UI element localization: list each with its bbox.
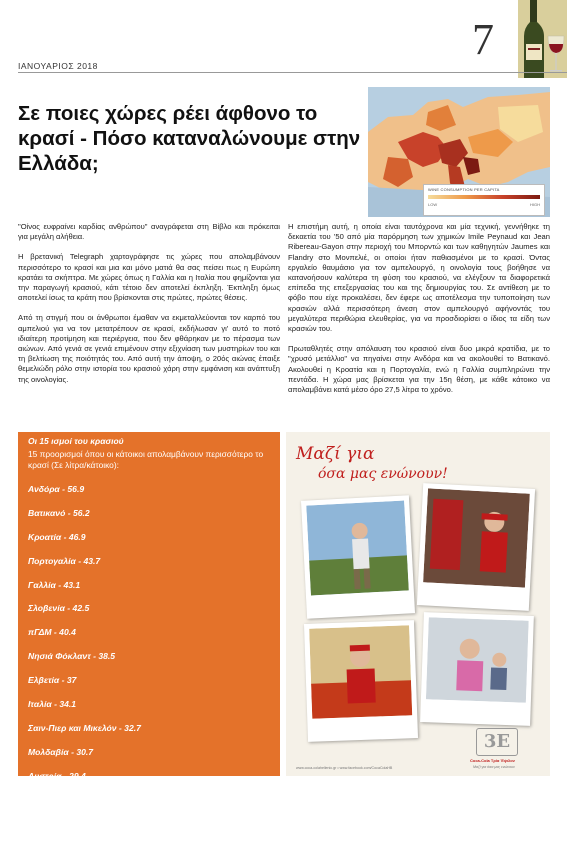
page-number: 7 bbox=[472, 15, 494, 64]
ranking-item: Μολδαβία - 30.7 bbox=[28, 746, 94, 757]
ranking-item: Ελβετία - 37 bbox=[28, 675, 77, 686]
header-rule bbox=[18, 72, 567, 73]
ranking-list bbox=[28, 484, 141, 842]
ad-photo-worker bbox=[417, 483, 535, 611]
article-paragraph: Πρωταθλητές στην απόλαυση του κρασιού είναι δυο μικρά κρατίδια, με το "χρυσό μετάλλιο" να πηγαίνει στην Ανδόρα και να ακολουθεί το Βατικανό. Ακολουθεί η Κροατία και η Πορτογαλία, ενώ η Γαλλία συμπληρώνει την πεντάδα. Η χώρα μας βρίσκεται για την 15η θέση, με κάθε κάτοικο να απολαμβάνει κατά μέσο όρο 27,5 λίτρα το χρόνο. bbox=[288, 344, 550, 395]
ranking-item: Νησιά Φόκλαντ - 38.5 bbox=[28, 651, 116, 662]
ad-headline-line1: Μαζί για bbox=[296, 444, 375, 464]
article-paragraph: "Οίνος ευφραίνει καρδίας ανθρώπου" αναγράφεται στη Βίβλο και πρόκειται για μεγάλη αλήθεια. bbox=[18, 222, 280, 242]
article-headline: Σε ποιες χώρες ρέει άφθονο το κρασί - Πόσο καταναλώνουμε στην Ελλάδα; bbox=[18, 102, 361, 175]
map-legend bbox=[423, 184, 545, 216]
legend-color-scale bbox=[428, 195, 540, 199]
ad-photo-farmer bbox=[301, 495, 415, 618]
ranking-intro: 15 προορισμοί όπου οι κάτοικοι απολαμβάνουν περισσότερο το κρασί (Σε λίτρα/κάτοικο): bbox=[28, 449, 264, 470]
ad-tagline: Μαζί για όσα μας ενώνουν bbox=[473, 765, 515, 769]
coca-cola-advertisement bbox=[286, 432, 550, 776]
article-column-right bbox=[288, 222, 550, 405]
legend-title: WINE CONSUMPTION PER CAPITA bbox=[428, 187, 500, 192]
ranking-item: Σλοβενία - 42.5 bbox=[28, 603, 90, 614]
ranking-item: Ελλάδα - 27.5 bbox=[28, 818, 84, 829]
ranking-item: Ιταλία - 34.1 bbox=[28, 699, 77, 710]
ad-footer-links: www.coca-colahellenic.gr • www.facebook.com/CocaColaHB bbox=[296, 766, 393, 770]
ranking-item: Κροατία - 46.9 bbox=[28, 531, 86, 542]
3e-logo: 3E bbox=[476, 728, 518, 756]
ranking-item: Ουρουγουάη - 28.1 bbox=[28, 794, 106, 805]
ranking-item: Σαιν-Πιερ και Μικελόν - 32.7 bbox=[28, 722, 141, 733]
ranking-item: Ανδόρα - 56.9 bbox=[28, 484, 85, 494]
ad-photo-student bbox=[420, 612, 534, 726]
article-paragraph: Η επιστήμη αυτή, η οποία είναι ταυτόχρονα και μία τεχνική, γεννήθηκε τη δεκαετία του '50 από μία παρόρμηση των χημικών Imile Peynaud και Jean Ribereau-Gayon στην περιοχή του Μπορντώ και των καθηγητών Jaumes και Flandry στο Μονπελιέ, οι οποίοι ήταν παθιασμένοι με το κρασί. Όντας εργαλείο θαυμάσιο για τον αμπελουργό, η οινολογία τους βοήθησε να κατανοήσουν καλύτερα τη φύση του κρασιού, να ελέγξουν τα διαφορετικά επίπεδα της επεξεργασίας του και της δημιουργίας του. Σε αντίθεση με το φόβο που είχε προκαλέσει, δεν έφερε ως αποτέλεσμα την τυποποίηση των κρασιών αλλά περισσότερη άνεση στον αμπελουργό αφήνοντάς του μεγαλύτερα περιθώρια ελευθερίας, για να προσδιορίσει ο ίδιος τα είδη των κρασιών του. bbox=[288, 222, 550, 334]
article-paragraph: Η βρετανική Telegraph χαρτογράφησε τις χώρες που απολαμβάνουν περισσότερο το κρασί και μια και μόνο ματιά θα σας πείσει πως η Ευρώπη κρατάει τα σκήπτρα. Με χώρες όπως η Γαλλία και η Ιταλία που φημίζονται για την παραγωγή κρασιού, κάτι τέτοιο δεν αποτελεί έκπληξη. Έκπληξη όμως αποτελεί ίσως τα κράτη που βρίσκονται στις πρώτες, πρώτες θέσεις. bbox=[18, 252, 280, 303]
ad-brand-name: Coca-Cola Τρία Έψιλον bbox=[470, 758, 515, 763]
ranking-item: Βατικανό - 56.2 bbox=[28, 507, 90, 518]
ad-headline-line2: όσα μας ενώνουν! bbox=[318, 466, 448, 482]
wine-ranking-box bbox=[18, 432, 280, 829]
ad-photo-employee bbox=[304, 620, 418, 742]
ranking-item: Αυστρία - 29.4 bbox=[28, 770, 86, 781]
legend-low-label: LOW bbox=[428, 202, 438, 207]
ranking-title: Οι 15 ισμοί του κρασιού bbox=[28, 436, 124, 446]
article-column-left bbox=[18, 222, 280, 395]
ranking-item: Γαλλία - 43.1 bbox=[28, 579, 81, 590]
issue-date: ΙΑΝΟΥΑΡΙΟΣ 2018 bbox=[18, 61, 98, 71]
ranking-item: Πορτογαλία - 43.7 bbox=[28, 555, 101, 566]
legend-high-label: HIGH bbox=[530, 202, 540, 207]
article-paragraph: Από τη στιγμή που οι άνθρωποι έμαθαν να εκμεταλλεύονται τον καρπό του αμπελιού για να τον μετατρέπουν σε κρασί, εκδήλωσαν γι' αυτό το ποτό ιδιαίτερη προτίμηση και περιέργεια, που δεν φθάρηκαν με το πέρασμα των αιώνων. Από γενιά σε γενιά επιμένουν στην εξιχνίαση των μυστηρίων του και τη βελτίωση της ποιότητάς του. Από αυτή την άποψη, ο 20ός αιώνας έπαιξε θεμελιώδη ρόλο στην ιστορία του κρασιού χάρη στην εμφάνιση και ανάπτυξη της οινολογίας. bbox=[18, 313, 280, 384]
wine-bottle-glass-image bbox=[518, 0, 567, 78]
ranking-item: πΓΔΜ - 40.4 bbox=[28, 627, 76, 638]
